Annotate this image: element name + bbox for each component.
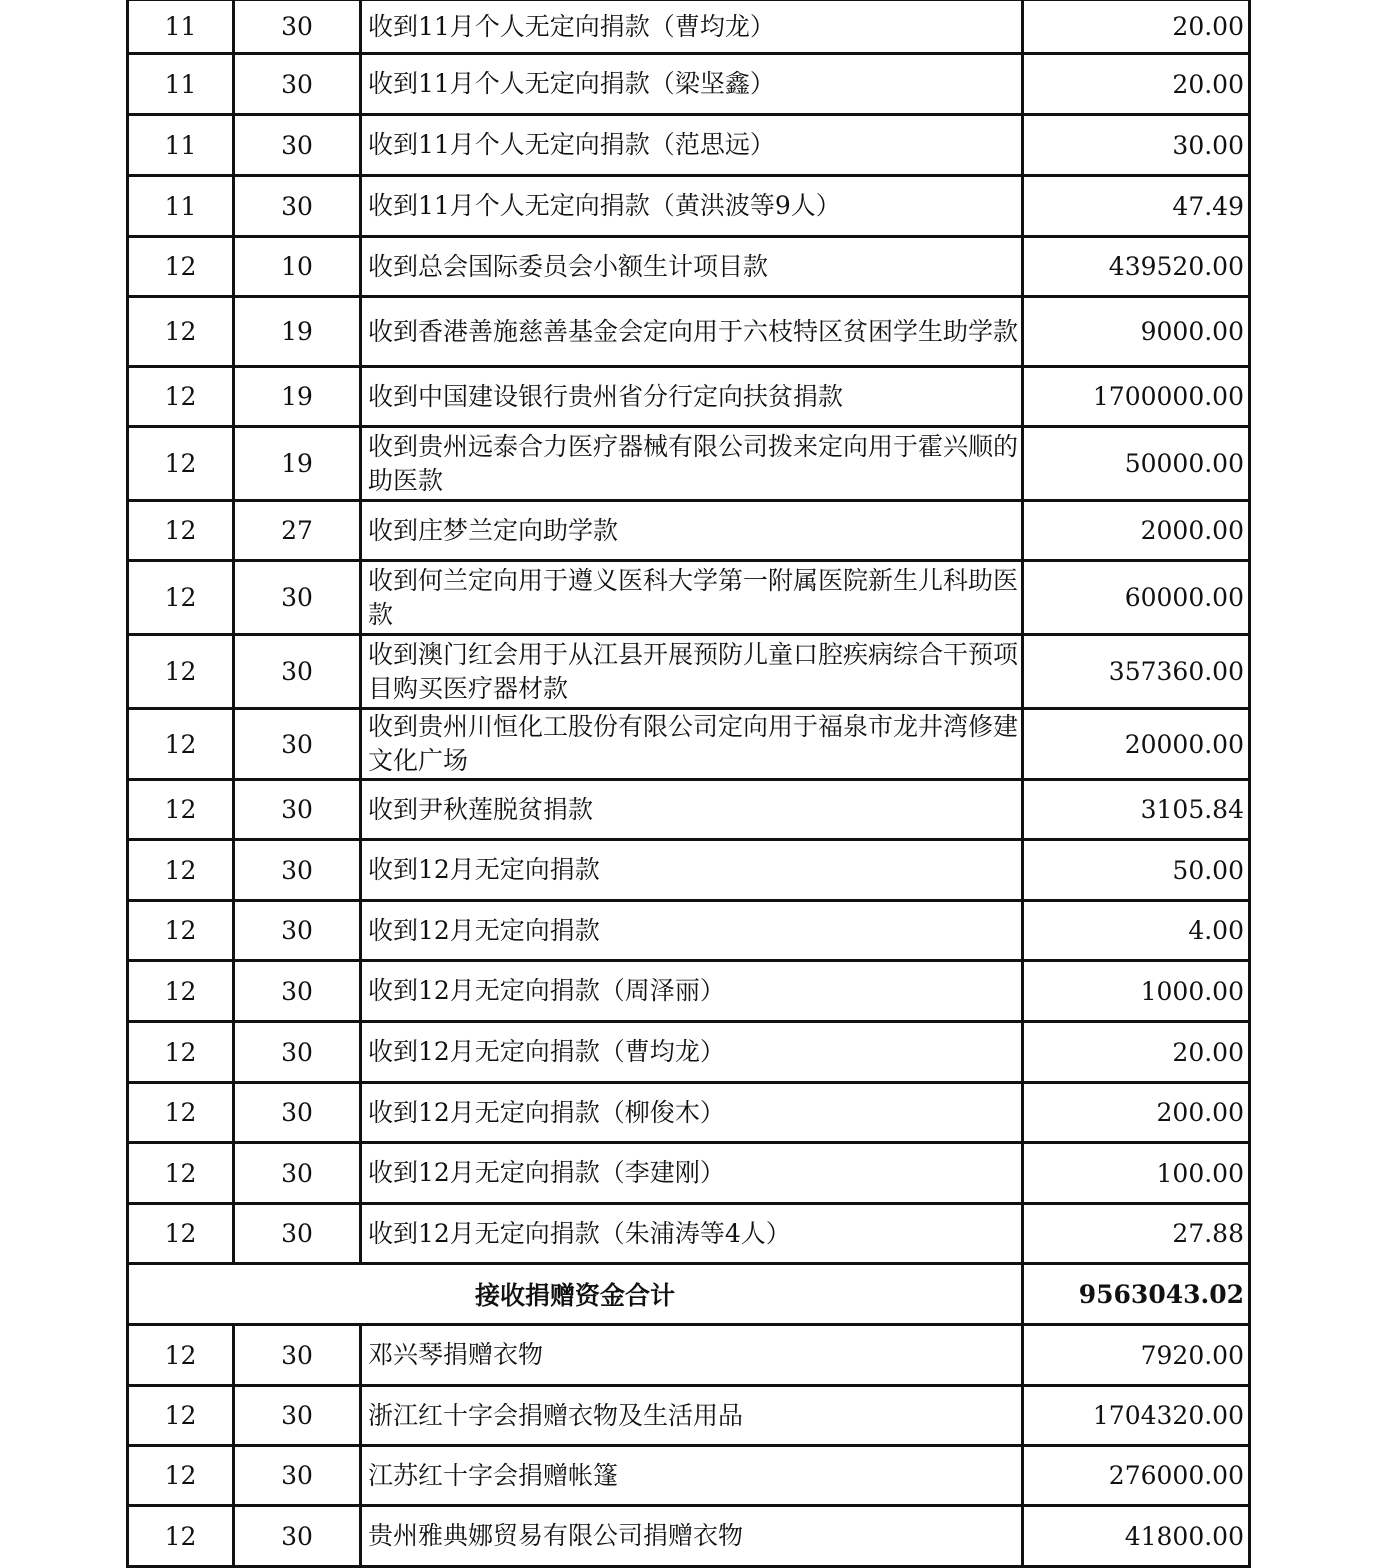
day-cell: 30 — [234, 1143, 361, 1204]
table-row — [128, 1083, 1250, 1143]
amount-cell: 200.00 — [1023, 1083, 1250, 1143]
description-cell: 收到11月个人无定向捐款（范思远） — [361, 115, 1023, 176]
amount-cell: 439520.00 — [1023, 237, 1250, 297]
month-cell: 12 — [128, 1446, 234, 1506]
table-row — [128, 501, 1250, 561]
amount-cell: 47.49 — [1023, 176, 1250, 237]
description-cell: 浙江红十字会捐赠衣物及生活用品 — [361, 1386, 1023, 1446]
total-amount: 9563043.02 — [1023, 1264, 1250, 1325]
day-cell: 30 — [234, 635, 361, 709]
description-cell: 收到香港善施慈善基金会定向用于六枝特区贫困学生助学款 — [361, 297, 1023, 367]
amount-cell: 1700000.00 — [1023, 367, 1250, 427]
total-row — [128, 1264, 1250, 1325]
amount-cell: 30.00 — [1023, 115, 1250, 176]
description-cell: 收到11月个人无定向捐款（曹均龙） — [361, 0, 1023, 54]
amount-cell: 100.00 — [1023, 1143, 1250, 1204]
month-cell: 12 — [128, 709, 234, 780]
amount-cell: 7920.00 — [1023, 1325, 1250, 1386]
month-cell: 12 — [128, 297, 234, 367]
description-cell: 收到12月无定向捐款（李建刚） — [361, 1143, 1023, 1204]
day-cell: 10 — [234, 237, 361, 297]
month-cell: 12 — [128, 427, 234, 501]
description-cell: 收到总会国际委员会小额生计项目款 — [361, 237, 1023, 297]
amount-cell: 27.88 — [1023, 1204, 1250, 1264]
day-cell: 19 — [234, 367, 361, 427]
month-cell: 12 — [128, 1325, 234, 1386]
total-label: 接收捐赠资金合计 — [128, 1264, 1023, 1325]
description-cell: 收到11月个人无定向捐款（黄洪波等9人） — [361, 176, 1023, 237]
month-cell: 12 — [128, 1022, 234, 1083]
day-cell: 30 — [234, 961, 361, 1022]
amount-cell: 50000.00 — [1023, 427, 1250, 501]
description-cell: 收到中国建设银行贵州省分行定向扶贫捐款 — [361, 367, 1023, 427]
amount-cell: 50.00 — [1023, 840, 1250, 901]
month-cell: 11 — [128, 0, 234, 54]
day-cell: 30 — [234, 561, 361, 635]
table-row — [128, 54, 1250, 115]
amount-cell: 20.00 — [1023, 0, 1250, 54]
table-row — [128, 780, 1250, 840]
table-row — [128, 115, 1250, 176]
month-cell: 12 — [128, 237, 234, 297]
day-cell: 30 — [234, 1022, 361, 1083]
description-cell: 收到庄梦兰定向助学款 — [361, 501, 1023, 561]
day-cell: 30 — [234, 1083, 361, 1143]
amount-cell: 9000.00 — [1023, 297, 1250, 367]
table-row — [128, 367, 1250, 427]
description-cell: 收到12月无定向捐款（柳俊木） — [361, 1083, 1023, 1143]
month-cell: 12 — [128, 367, 234, 427]
table-row — [128, 427, 1250, 501]
description-cell: 收到贵州远泰合力医疗器械有限公司拨来定向用于霍兴顺的助医款 — [361, 427, 1023, 501]
table-row — [128, 1506, 1250, 1567]
description-cell: 收到12月无定向捐款（周泽丽） — [361, 961, 1023, 1022]
day-cell: 30 — [234, 176, 361, 237]
day-cell: 30 — [234, 1446, 361, 1506]
table-row — [128, 1386, 1250, 1446]
day-cell: 30 — [234, 1506, 361, 1567]
month-cell: 12 — [128, 1143, 234, 1204]
description-cell: 收到11月个人无定向捐款（梁坚鑫） — [361, 54, 1023, 115]
description-cell: 邓兴琴捐赠衣物 — [361, 1325, 1023, 1386]
month-cell: 12 — [128, 635, 234, 709]
table-row — [128, 1143, 1250, 1204]
month-cell: 12 — [128, 840, 234, 901]
day-cell: 30 — [234, 901, 361, 961]
day-cell: 30 — [234, 1204, 361, 1264]
table-row — [128, 297, 1250, 367]
day-cell: 30 — [234, 709, 361, 780]
table-row — [128, 176, 1250, 237]
table-row — [128, 237, 1250, 297]
month-cell: 12 — [128, 561, 234, 635]
table-row — [128, 840, 1250, 901]
description-cell: 收到12月无定向捐款（曹均龙） — [361, 1022, 1023, 1083]
table-row — [128, 635, 1250, 709]
description-cell: 收到澳门红会用于从江县开展预防儿童口腔疾病综合干预项目购买医疗器材款 — [361, 635, 1023, 709]
amount-cell: 20.00 — [1023, 1022, 1250, 1083]
table-row — [128, 0, 1250, 54]
amount-cell: 20.00 — [1023, 54, 1250, 115]
day-cell: 27 — [234, 501, 361, 561]
day-cell: 30 — [234, 0, 361, 54]
amount-cell: 1000.00 — [1023, 961, 1250, 1022]
table-row — [128, 901, 1250, 961]
amount-cell: 3105.84 — [1023, 780, 1250, 840]
amount-cell: 357360.00 — [1023, 635, 1250, 709]
description-cell: 收到尹秋莲脱贫捐款 — [361, 780, 1023, 840]
amount-cell: 60000.00 — [1023, 561, 1250, 635]
amount-cell: 2000.00 — [1023, 501, 1250, 561]
day-cell: 30 — [234, 1325, 361, 1386]
amount-cell: 41800.00 — [1023, 1506, 1250, 1567]
month-cell: 12 — [128, 1083, 234, 1143]
day-cell: 30 — [234, 54, 361, 115]
table-row — [128, 961, 1250, 1022]
description-cell: 贵州雅典娜贸易有限公司捐赠衣物 — [361, 1506, 1023, 1567]
month-cell: 12 — [128, 961, 234, 1022]
month-cell: 12 — [128, 780, 234, 840]
table-row — [128, 561, 1250, 635]
table-row — [128, 1446, 1250, 1506]
description-cell: 收到12月无定向捐款 — [361, 840, 1023, 901]
table-row — [128, 1022, 1250, 1083]
month-cell: 12 — [128, 1204, 234, 1264]
amount-cell: 1704320.00 — [1023, 1386, 1250, 1446]
day-cell: 30 — [234, 840, 361, 901]
amount-cell: 20000.00 — [1023, 709, 1250, 780]
table-row — [128, 1325, 1250, 1386]
table-row — [128, 1204, 1250, 1264]
description-cell: 收到12月无定向捐款（朱浦涛等4人） — [361, 1204, 1023, 1264]
month-cell: 11 — [128, 115, 234, 176]
day-cell: 30 — [234, 780, 361, 840]
month-cell: 12 — [128, 501, 234, 561]
description-cell: 收到贵州川恒化工股份有限公司定向用于福泉市龙井湾修建文化广场 — [361, 709, 1023, 780]
month-cell: 11 — [128, 54, 234, 115]
month-cell: 12 — [128, 1386, 234, 1446]
month-cell: 12 — [128, 901, 234, 961]
table-row — [128, 709, 1250, 780]
day-cell: 19 — [234, 427, 361, 501]
amount-cell: 276000.00 — [1023, 1446, 1250, 1506]
description-cell: 收到12月无定向捐款 — [361, 901, 1023, 961]
day-cell: 30 — [234, 115, 361, 176]
amount-cell: 4.00 — [1023, 901, 1250, 961]
description-cell: 收到何兰定向用于遵义医科大学第一附属医院新生儿科助医款 — [361, 561, 1023, 635]
description-cell: 江苏红十字会捐赠帐篷 — [361, 1446, 1023, 1506]
month-cell: 11 — [128, 176, 234, 237]
day-cell: 30 — [234, 1386, 361, 1446]
donation-table — [126, 0, 1251, 1568]
day-cell: 19 — [234, 297, 361, 367]
month-cell: 12 — [128, 1506, 234, 1567]
